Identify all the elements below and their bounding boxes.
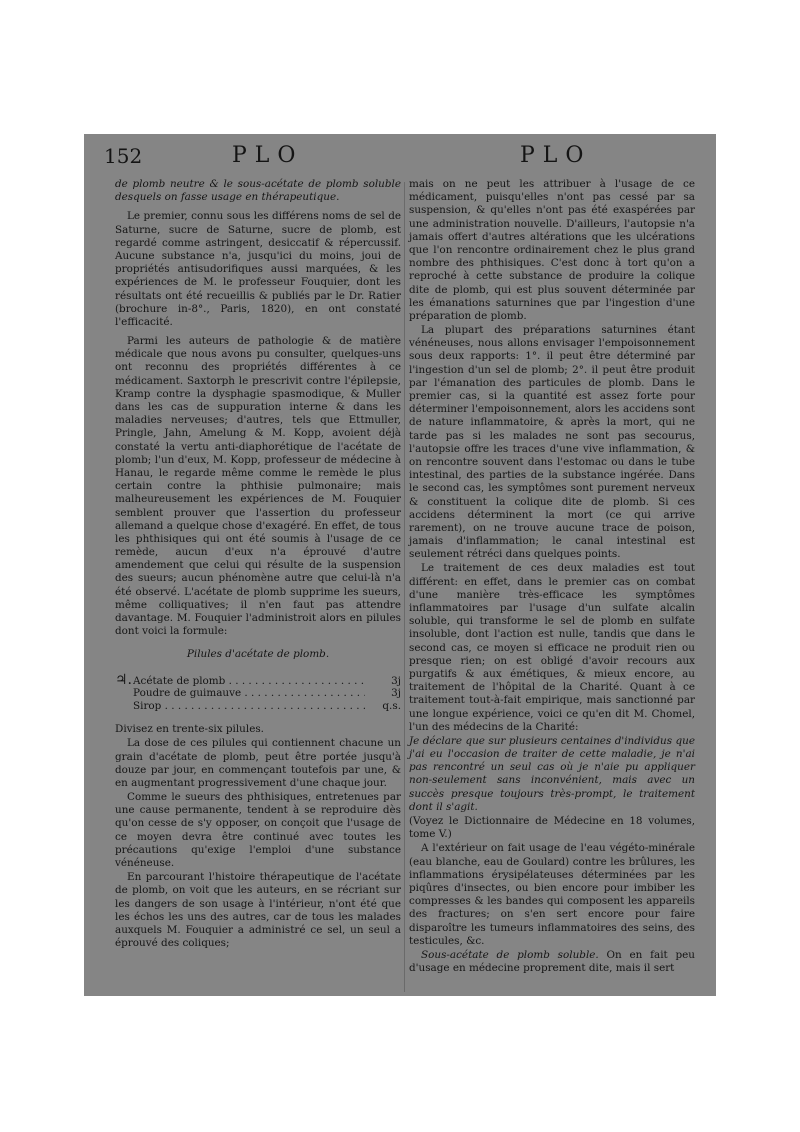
paragraph: mais on ne peut les attribuer à l'usage de ce médicament, puisqu'elles n'ont pas cessé par sa suspension, & qu'elles n'ont pas été exaspérées par une administration nouvelle. D'ailleurs, l'autopsie n'a jamais offert d'autres altérations que les ulcérations que l'on rencontre ordinairement chez le plus grand nombre des phthisiques. C'est donc à tort qu'on a reproché à cette substance de produire la colique dite de plomb, qui est plus souvent déterminée par les émanations saturnines que par l'ingestion d'une préparation de plomb. [409, 178, 695, 322]
paragraph: A l'extérieur on fait usage de l'eau végéto-minérale (eau blanche, eau de Goulard) contre les brûlures, les inflammations érysipélateuses déterminées par les piqûres d'insectes, ou bien encore pour imbiber les compresses & les bandes qui composent les appareils des fractures; on s'en sert encore pour faire disparoître les tumeurs inflammatoires des seins, des testicules, &c. [409, 842, 695, 947]
paragraph: Comme le sueurs des phthisiques, entretenues par une cause permanente, tendent à se reproduire dès qu'on cesse de s'y opposer, on conçoit que l'usage de ce moyen devra être continué avec toutes les précautions qu'exige l'emploi d'une substance vénéneuse. [115, 791, 401, 869]
formula-line [115, 700, 401, 713]
paragraph: En parcourant l'histoire thérapeutique de l'acétate de plomb, on voit que les auteurs, en se récriant sur les dangers de son usage à l'intérieur, n'ont été que les échos les uns des autres, car de tous les malades auxquels M. Fouquier a administré ce sel, un seul a éprouvé des coliques; [115, 871, 401, 950]
running-header [84, 142, 716, 172]
recipe-symbol: ♃. [115, 671, 133, 688]
paragraph: Le traitement de ces deux maladies est tout différent: en effet, dans le premier cas on combat d'une manière très-efficace les symptômes inflammatoires par l'usage d'un sulfate alcalin soluble, qui transforme le sel de plomb en sulfate insoluble, dont l'action est nulle, tandis que dans le second cas, ce moyen si efficace ne produit rien ou presque rien; on est obligé d'avoir recours aux purgatifs & aux émétiques, & mieux encore, au traitement de l'hôpital de la Charité. Quant à ce traitement tout-à-fait empirique, mais sanctionné par une longue expérience, voici ce qu'en dit M. Chomel, l'un des médecins de la Charité: [409, 562, 695, 733]
section-title: Sous-acétate de plomb soluble. [421, 948, 599, 961]
ingredient-name: Acétate de plomb . . . [133, 675, 365, 688]
paragraph: Divisez en trente-six pilules. [115, 723, 264, 736]
paragraph [409, 949, 695, 975]
formula-line [115, 671, 401, 688]
page-number: 152 [104, 144, 143, 168]
paragraph: Parmi les auteurs de pathologie & de matière médicale que nous avons pu consulter, quelques-uns ont reconnu des propriétés différentes à ce médicament. Saxtorph le prescrivit contre l'épilepsie, Kramp contre la dysphagie spasmodique, & Muller dans les cas de suppuration interne & dans les maladies nerveuses; d'autres, tels que Ettmuller, Pringle, Jahn, Amelung & M. Kopp, avoient déjà constaté la vertu anti-diaphorétique de l'acétate de plomb; l'un d'eux, M. Kopp, professeur de médecine à Hanau, le regarde même comme le remède le plus certain contre la phthisie pulmonaire; mais malheureusement les expériences de M. Fouquier semblent prouver que l'assertion du professeur allemand a quelque chose d'exagéré. En effet, de tous les phthisiques qui ont été soumis à l'usage de ce remède, aucun d'eux n'a éprouvé d'autre amendement que celui qui résulte de la suspension des sueurs; aucun phénomène autre que celui-là n'a été observé. L'acétate de plomb supprime les sueurs, même colliquatives; il n'en faut pas attendre davantage. M. Fouquier l'administroit alors en pilules dont voici la formule: [115, 335, 401, 638]
left-column [115, 178, 401, 950]
formula-line [115, 687, 401, 700]
running-title-right: PLO [520, 143, 592, 168]
formula-title: Pilules d'acétate de plomb. [186, 648, 330, 661]
column-divider [404, 182, 405, 992]
paragraph-text: On en fait peu d'usage en médecine proprement dite, mais il sert [409, 948, 695, 975]
quotation: Je déclare que sur plusieurs centaines d'individus que j'ai eu l'occasion de traiter de cette maladie, je n'ai pas rencontré un seul cas où je n'aie pu appliquer non-seulement sans inconvénient, mais avec un succès presque toujours très-prompt, le traitement dont il s'agit. [409, 734, 695, 813]
paragraph: La dose de ces pilules qui contiennent chacune un grain d'acétate de plomb, peut être portée jusqu'à douze par jour, en commençant toutefois par une, & en augmentant progressivement d'une chaque jour. [115, 737, 401, 789]
ingredient-name: Sirop . . . [133, 700, 365, 713]
ingredient-dose: q.s. [382, 699, 401, 712]
citation: (Voyez le Dictionnaire de Médecine en 18 volumes, tome V.) [409, 815, 695, 841]
formula [115, 671, 401, 714]
ingredient-dose: 3j [391, 686, 401, 699]
paragraph: Le premier, connu sous les différens noms de sel de Saturne, sucre de Saturne, sucre de plomb, est regardé comme astringent, desiccatif & répercussif. Aucune substance n'a, jusqu'ici du moins, joui de propriétés antisudorifiques aussi marquées, & les expériences de M. le professeur Fouquier, dont les résultats ont été recueillis & publiés par le Dr. Ratier (brochure in-8°., Paris, 1820), en ont constaté l'efficacité. [115, 210, 401, 328]
ingredient-dose: 3j [391, 674, 401, 687]
right-column [409, 178, 695, 975]
ingredient-name: Poudre de guimauve . . . [133, 687, 365, 700]
running-title-left: PLO [232, 143, 304, 168]
paragraph: La plupart des préparations saturnines étant vénéneuses, nous allons envisager l'empoisonnement sous deux rapports: 1°. il peut être déterminé par l'ingestion d'un sel de plomb; 2°. il peut être produit par l'émanation des particules de plomb. Dans le premier cas, si la quantité est assez forte pour déterminer l'empoisonnement, alors les accidens sont de nature inflammatoire, & après la mort, qui ne tarde pas si les malades ne sont pas secourus, l'autopsie offre les traces d'une vive inflammation, & on rencontre souvent dans l'estomac ou dans le tube intestinal, des parties de la substance ingérée. Dans le second cas, les symptômes sont purement nerveux & constituent la colique dite de plomb. Si ces accidens déterminent la mort (ce qui arrive rarement), on ne trouve aucune trace de poison, jamais d'inflammation; le canal intestinal est seulement rétréci dans quelques points. [409, 324, 695, 561]
scanned-page [84, 134, 716, 996]
paragraph: de plomb neutre & le sous-acétate de plomb soluble desquels on fasse usage en thérapeutique. [115, 178, 401, 204]
